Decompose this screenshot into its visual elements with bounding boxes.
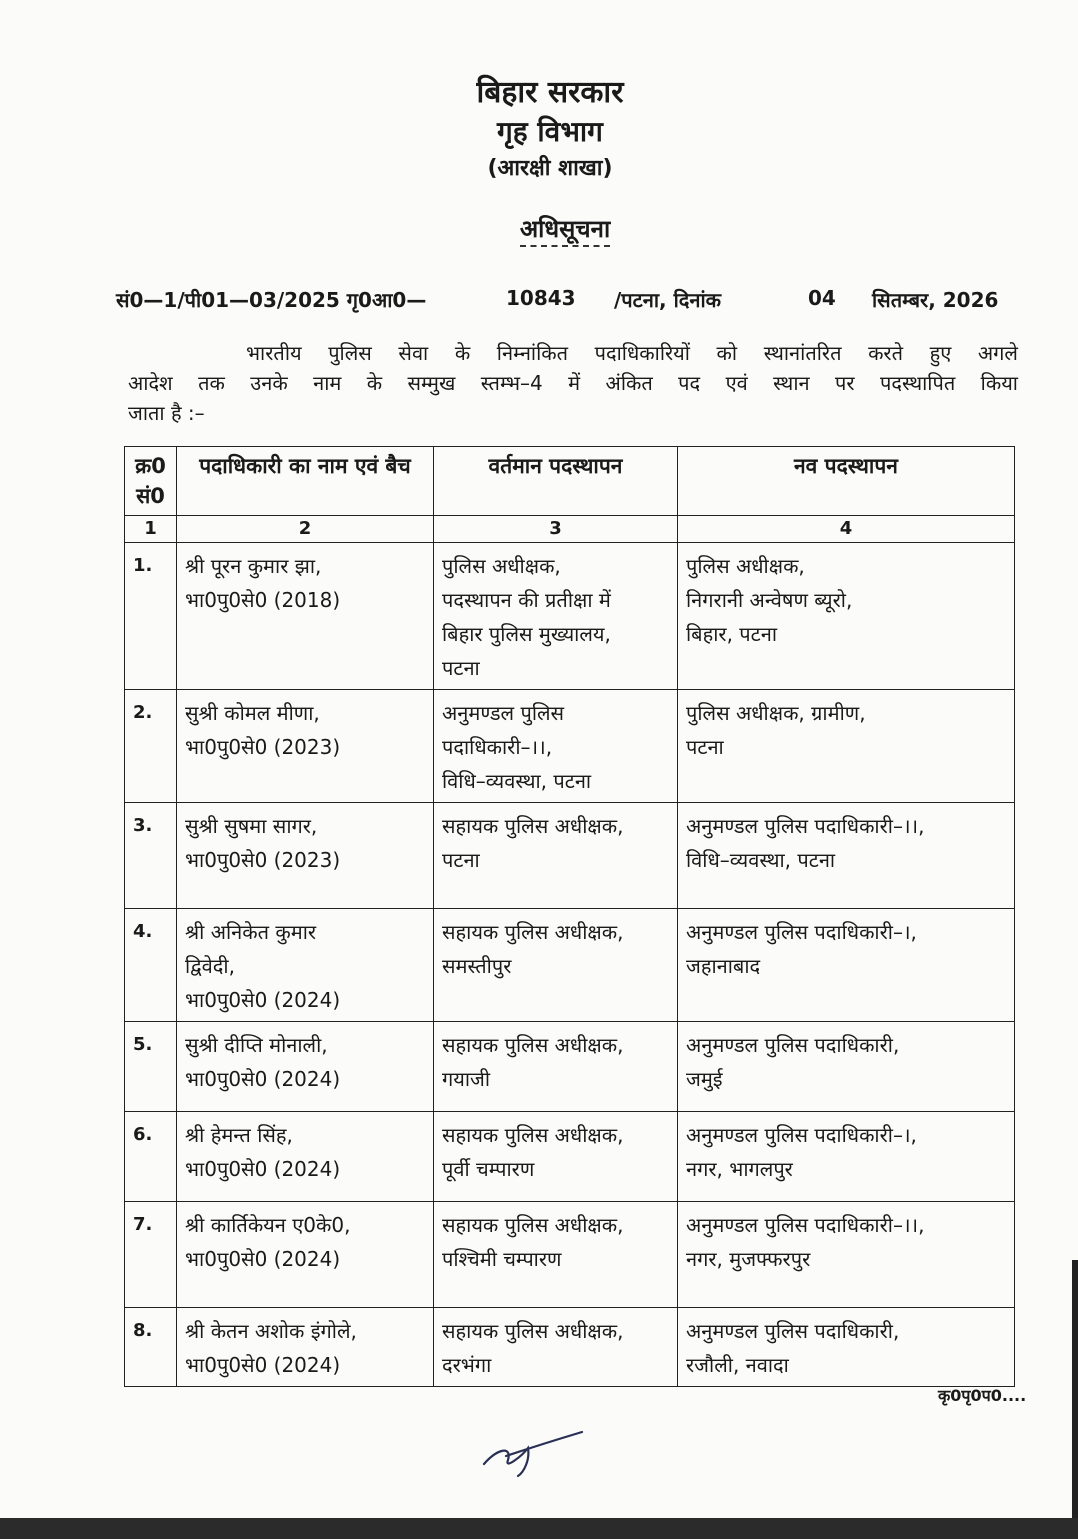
new-posting-cell [678, 909, 1015, 1022]
place-label: /पटना, दिनांक [614, 288, 722, 312]
cell-line: भा0पु0से0 (2024) [185, 1247, 341, 1271]
officer-name-cell [177, 1308, 434, 1387]
cell-line: अनुमण्डल पुलिस पदाधिकारी–।, [686, 1123, 917, 1147]
cell-line: श्री अनिकेत कुमार [185, 920, 317, 944]
new-posting-cell [678, 1308, 1015, 1387]
cell-line: पटना [442, 848, 480, 872]
cell-line: भा0पु0से0 (2024) [185, 1067, 341, 1091]
government-title: बिहार सरकार [476, 75, 624, 110]
cell-line: अनुमण्डल पुलिस पदाधिकारी–।।, [686, 814, 925, 838]
new-posting-cell [678, 1022, 1015, 1112]
serial-number: 7. [125, 1202, 177, 1308]
cell-line: गयाजी [442, 1067, 491, 1091]
cell-line: दरभंगा [442, 1353, 492, 1377]
cell-line: सहायक पुलिस अधीक्षक, [442, 1213, 624, 1237]
current-posting-cell [434, 1022, 678, 1112]
serial-number: 2. [125, 690, 177, 803]
officer-name-cell [177, 909, 434, 1022]
department-title: गृह विभाग [497, 115, 603, 148]
cell-line: श्री हेमन्त सिंह, [185, 1123, 293, 1147]
cell-line: पटना [442, 656, 480, 680]
cell-line: नगर, मुजफ्फरपुर [686, 1247, 811, 1271]
serial-number: 6. [125, 1112, 177, 1202]
cell-line: पूर्वी चम्पारण [442, 1157, 535, 1181]
officer-name-cell [177, 543, 434, 690]
cell-line: बिहार, पटना [686, 622, 778, 646]
cell-line: पुलिस अधीक्षक, [442, 554, 561, 578]
date-day: 04 [808, 286, 836, 310]
current-posting-cell [434, 909, 678, 1022]
column-number-row [125, 516, 1015, 543]
memo-number: सं0—1/पी01—03/2025 गृ0आ0— [116, 288, 427, 312]
cell-line: बिहार पुलिस मुख्यालय, [442, 622, 611, 646]
cell-line: रजौली, नवादा [686, 1353, 789, 1377]
new-posting-cell [678, 803, 1015, 909]
cell-line: अनुमण्डल पुलिस पदाधिकारी–।।, [686, 1213, 925, 1237]
serial-number: 4. [125, 909, 177, 1022]
cell-line: अनुमण्डल पुलिस पदाधिकारी, [686, 1033, 900, 1057]
column-number: 3 [434, 516, 678, 543]
cell-line: विधि–व्यवस्था, पटना [442, 769, 592, 793]
serial-number: 8. [125, 1308, 177, 1387]
cell-line: भा0पु0से0 (2023) [185, 735, 341, 759]
cell-line: समस्तीपुर [442, 954, 512, 978]
notification-heading [0, 212, 1078, 245]
cell-line: सहायक पुलिस अधीक्षक, [442, 814, 624, 838]
table-row [125, 690, 1015, 803]
table-row [125, 909, 1015, 1022]
serial-number: 1. [125, 543, 177, 690]
order-paragraph [128, 338, 1018, 428]
current-posting-cell [434, 1112, 678, 1202]
cell-line: पदस्थापन की प्रतीक्षा में [442, 588, 611, 612]
table-header-row [125, 447, 1015, 516]
handwritten-signature-icon [478, 1430, 588, 1480]
cell-line: भा0पु0से0 (2024) [185, 988, 341, 1012]
new-posting-cell [678, 1112, 1015, 1202]
cell-line: सुश्री सुषमा सागर, [185, 814, 318, 838]
table-row [125, 543, 1015, 690]
serial-number: 3. [125, 803, 177, 909]
cell-line: जहानाबाद [686, 954, 761, 978]
table-body [125, 543, 1015, 1387]
column-number: 4 [678, 516, 1015, 543]
column-header-current-posting: वर्तमान पदस्थापन [434, 447, 678, 516]
cell-line: पश्चिमी चम्पारण [442, 1247, 562, 1271]
cell-line: भा0पु0से0 (2024) [185, 1157, 341, 1181]
cell-line: पदाधिकारी–।।, [442, 735, 553, 759]
serial-number: 5. [125, 1022, 177, 1112]
column-header-new-posting: नव पदस्थापन [678, 447, 1015, 516]
cell-line: पुलिस अधीक्षक, ग्रामीण, [686, 701, 866, 725]
cell-line: सहायक पुलिस अधीक्षक, [442, 1319, 624, 1343]
current-posting-cell [434, 1308, 678, 1387]
cell-line: भा0पु0से0 (2024) [185, 1353, 341, 1377]
cell-line: भा0पु0से0 (2023) [185, 848, 341, 872]
notification-title: अधिसूचना [520, 215, 610, 247]
cell-line: अनुमण्डल पुलिस [442, 701, 565, 725]
officer-name-cell [177, 1022, 434, 1112]
cell-line: सुश्री कोमल मीणा, [185, 701, 320, 725]
officer-name-cell [177, 690, 434, 803]
officer-name-cell [177, 803, 434, 909]
cell-line: निगरानी अन्वेषण ब्यूरो, [686, 588, 853, 612]
cell-line: विधि–व्यवस्था, पटना [686, 848, 836, 872]
cell-line: सहायक पुलिस अधीक्षक, [442, 1123, 624, 1147]
cell-line: श्री केतन अशोक इंगोले, [185, 1319, 357, 1343]
cell-line: जमुई [686, 1067, 723, 1091]
table-row [125, 1202, 1015, 1308]
dispatch-number: 10843 [506, 286, 576, 310]
new-posting-cell [678, 1202, 1015, 1308]
column-number: 2 [177, 516, 434, 543]
table-row [125, 1308, 1015, 1387]
scan-right-edge [1072, 1260, 1078, 1518]
cell-line: द्विवेदी, [185, 954, 235, 978]
officer-name-cell [177, 1112, 434, 1202]
column-number: 1 [125, 516, 177, 543]
cell-line: सहायक पुलिस अधीक्षक, [442, 920, 624, 944]
cell-line: सहायक पुलिस अधीक्षक, [442, 1033, 624, 1057]
cell-line: सुश्री दीप्ति मोनाली, [185, 1033, 328, 1057]
table-row [125, 1112, 1015, 1202]
table-row [125, 1022, 1015, 1112]
continued-overleaf: कृ0पृ0प0.... [938, 1386, 1027, 1405]
table-row [125, 803, 1015, 909]
branch-title: (आरक्षी शाखा) [487, 156, 613, 181]
reference-line [116, 286, 1016, 322]
transfer-table [124, 446, 1015, 1387]
current-posting-cell [434, 803, 678, 909]
cell-line: श्री कार्तिकेयन ए0के0, [185, 1213, 351, 1237]
current-posting-cell [434, 1202, 678, 1308]
current-posting-cell [434, 543, 678, 690]
new-posting-cell [678, 543, 1015, 690]
paragraph-line: आदेश तक उनके नाम के सम्मुख स्तम्भ–4 में अंकित पद एवं स्थान पर पदस्थापित किया [128, 371, 1018, 395]
column-header-name: पदाधिकारी का नाम एवं बैच [177, 447, 434, 516]
cell-line: भा0पु0से0 (2018) [185, 588, 341, 612]
cell-line: अनुमण्डल पुलिस पदाधिकारी, [686, 1319, 900, 1343]
current-posting-cell [434, 690, 678, 803]
cell-line: पुलिस अधीक्षक, [686, 554, 805, 578]
date-month-year: सितम्बर, 2026 [872, 288, 999, 312]
officer-name-cell [177, 1202, 434, 1308]
new-posting-cell [678, 690, 1015, 803]
scan-bottom-edge [0, 1518, 1078, 1539]
paragraph-line: भारतीय पुलिस सेवा के निम्नांकित पदाधिकारियों को स्थानांतरित करते हुए अगले [246, 341, 1018, 365]
paragraph-line: जाता है :– [128, 401, 205, 425]
cell-line: अनुमण्डल पुलिस पदाधिकारी–।, [686, 920, 917, 944]
cell-line: नगर, भागलपुर [686, 1157, 793, 1181]
column-header-serial: क्र0 सं0 [125, 447, 177, 516]
cell-line: श्री पूरन कुमार झा, [185, 554, 322, 578]
cell-line: पटना [686, 735, 724, 759]
